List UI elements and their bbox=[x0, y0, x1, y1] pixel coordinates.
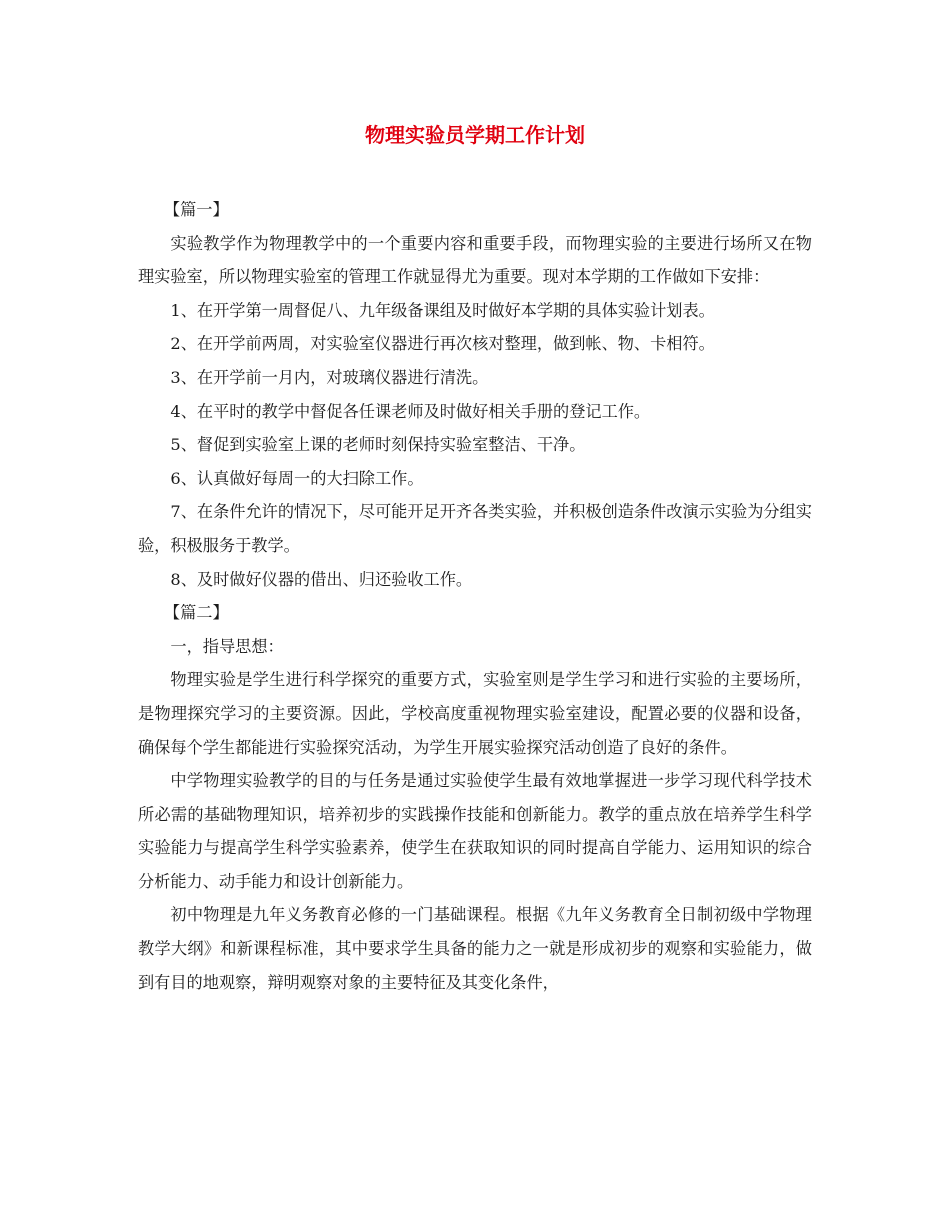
body-paragraph: 8、及时做好仪器的借出、归还验收工作。 bbox=[170, 569, 473, 589]
body-paragraph: 2、在开学前两周，对实验室仪器进行再次核对整理，做到帐、物、卡相符。 bbox=[170, 334, 715, 354]
body-paragraph: 中学物理实验教学的目的与任务是通过实验使学生最有效地掌握进一步学习现代科学技术所必需的基础物理知识，培养初步的实践操作技能和创新能力。教学的重点放在培养学生科学实验能力与提高学生科学实验素养，使学生在获取知识的同时提高自学能力、运用知识的综合分析能力、动手能力和设计创新能力。 bbox=[138, 771, 812, 891]
body-paragraph: 1、在开学第一周督促八、九年级备课组及时做好本学期的具体实验计划表。 bbox=[170, 300, 715, 320]
section-heading: 【篇一】 bbox=[163, 200, 229, 219]
body-paragraph: 3、在开学前一月内，对玻璃仪器进行清洗。 bbox=[170, 367, 489, 387]
document-body bbox=[138, 193, 812, 999]
body-paragraph: 6、认真做好每周一的大扫除工作。 bbox=[170, 468, 424, 488]
section-heading: 【篇二】 bbox=[163, 603, 229, 623]
body-paragraph: 4、在平时的教学中督促各任课老师及时做好相关手册的登记工作。 bbox=[170, 401, 651, 421]
body-paragraph: 初中物理是九年义务教育必修的一门基础课程。根据《九年义务教育全日制初级中学物理教学大纲》和新课程标准，其中要求学生具备的能力之一就是形成初步的观察和实验能力，做到有目的地观察，辩明观察对象的主要特征及其变化条件， bbox=[138, 905, 812, 992]
document-title: 物理实验员学期工作计划 bbox=[365, 123, 585, 147]
body-paragraph: 实验教学作为物理教学中的一个重要内容和重要手段，而物理实验的主要进行场所又在物理实验室，所以物理实验室的管理工作就显得尤为重要。现对本学期的工作做如下安排： bbox=[138, 233, 812, 287]
body-paragraph: 一，指导思想： bbox=[170, 636, 284, 656]
body-paragraph: 7、在条件允许的情况下，尽可能开足开齐各类实验，并积极创造条件改演示实验为分组实验，积极服务于教学。 bbox=[138, 502, 812, 555]
body-paragraph: 物理实验是学生进行科学探究的重要方式，实验室则是学生学习和进行实验的主要场所，是物理探究学习的主要资源。因此，学校高度重视物理实验室建设，配置必要的仪器和设备，确保每个学生都能进行实验探究活动，为学生开展实验探究活动创造了良好的条件。 bbox=[138, 670, 812, 757]
body-paragraph: 5、督促到实验室上课的老师时刻保持实验室整洁、干净。 bbox=[170, 435, 586, 455]
